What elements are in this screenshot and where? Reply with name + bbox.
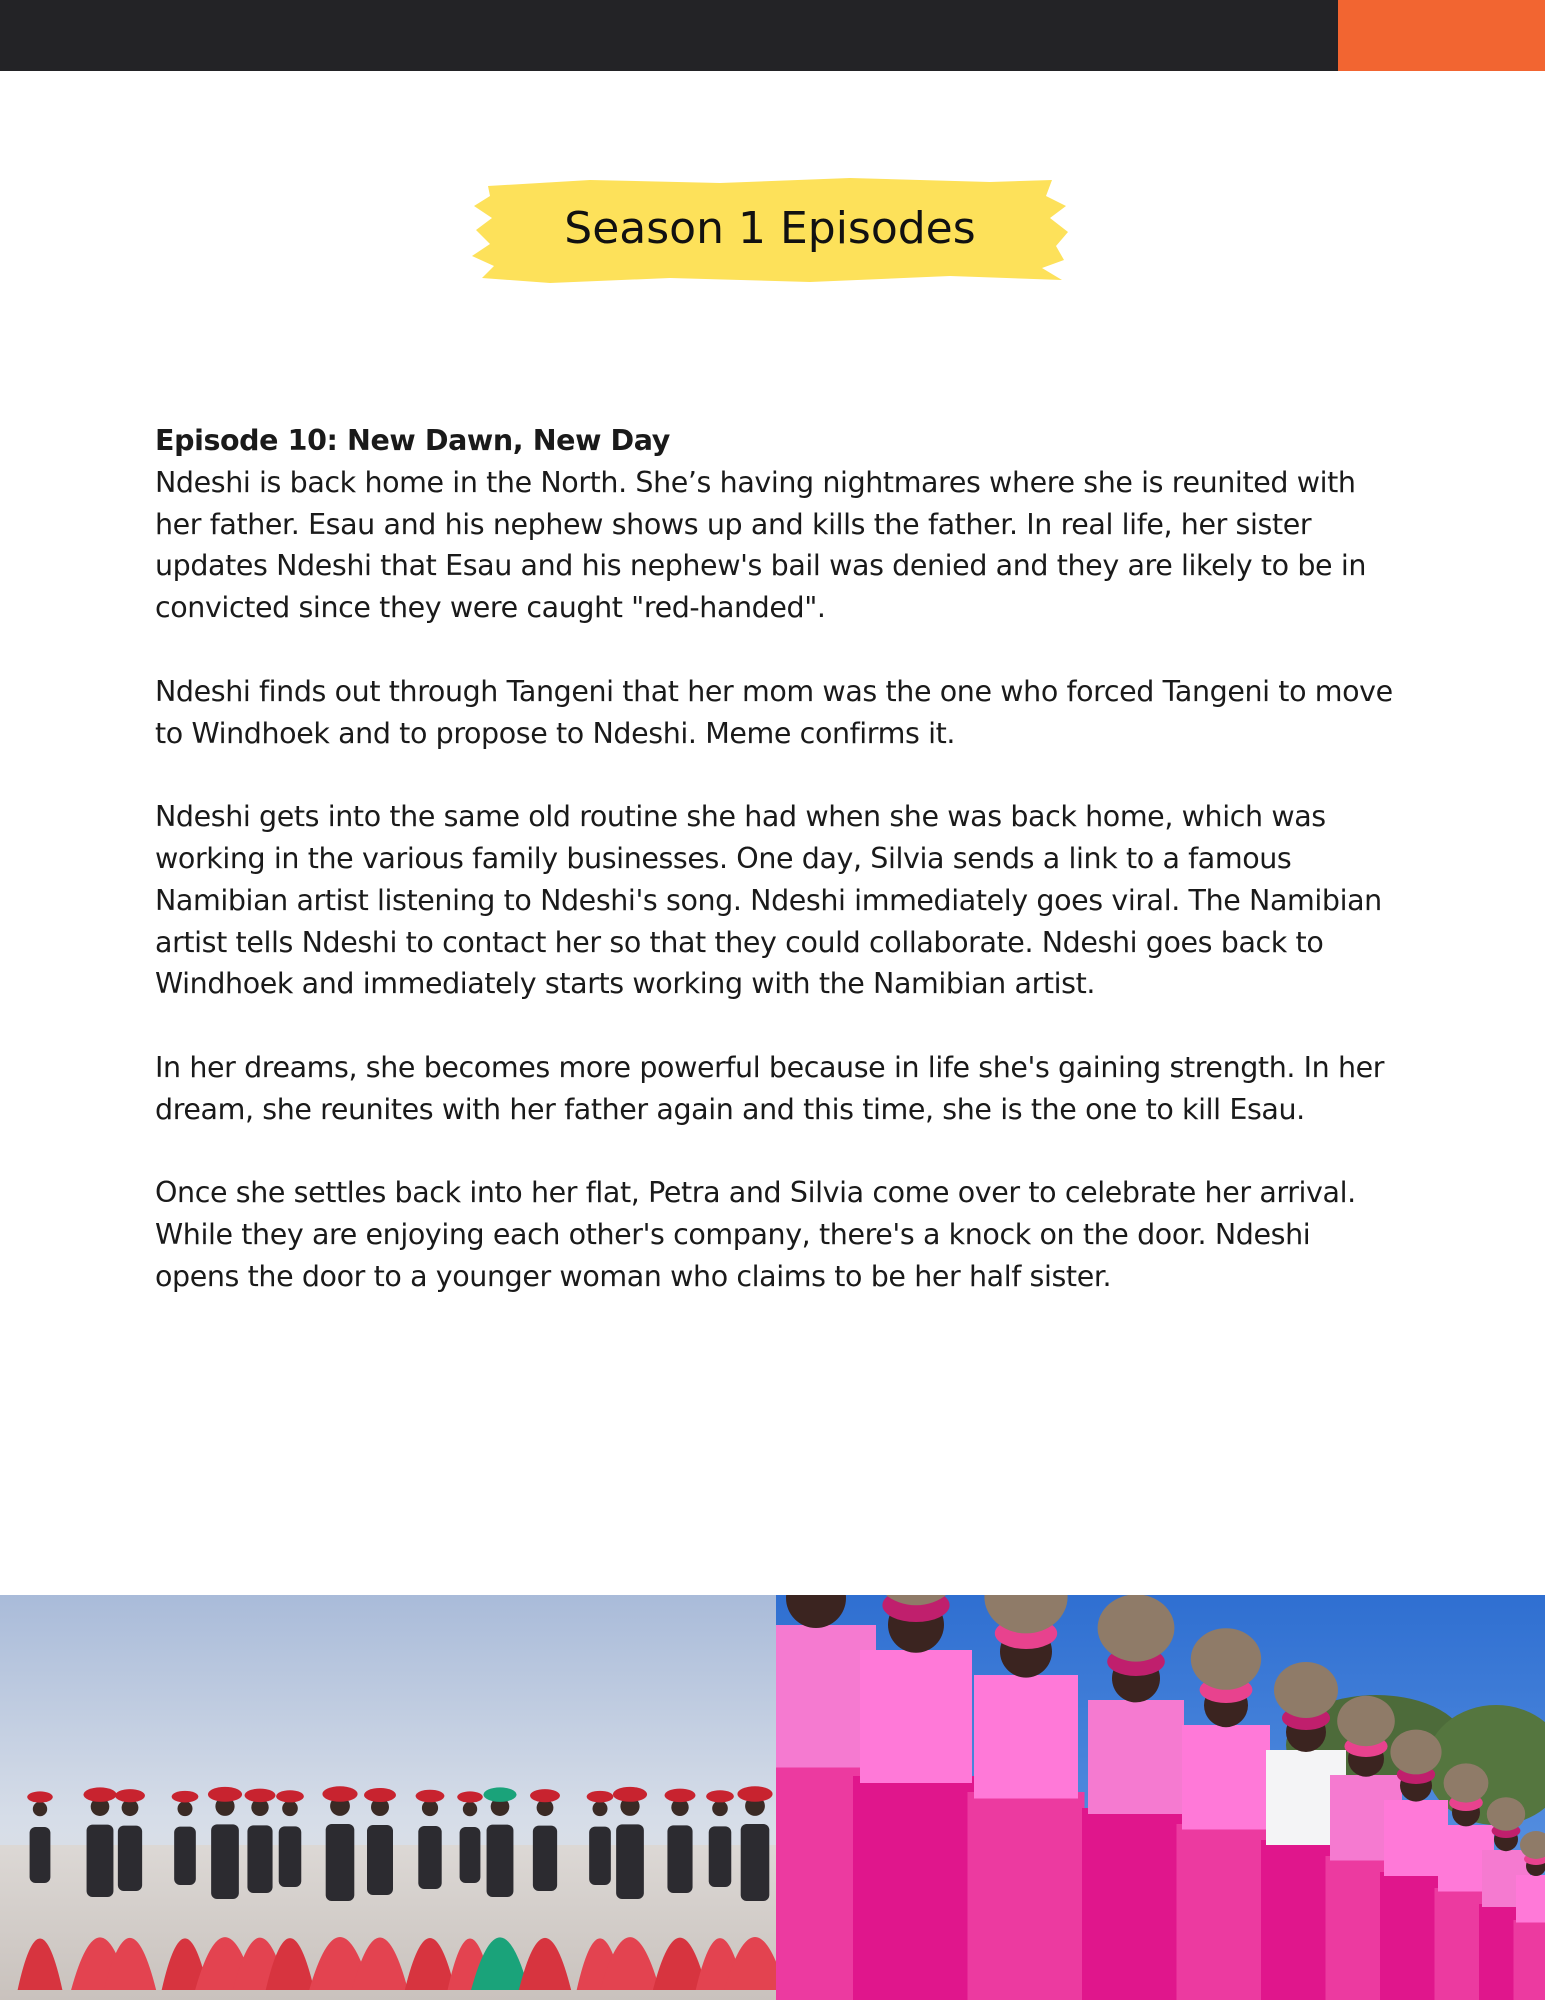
episode-paragraph: Ndeshi finds out through Tangeni that her mom was the one who forced Tangeni to move to Windhoek and to propose to Ndeshi. Meme confirms it.: [155, 674, 1393, 750]
top-header-bar: [0, 0, 1545, 71]
title-banner: [470, 172, 1070, 286]
top-header-accent: [1338, 0, 1545, 71]
page-title: Season 1 Episodes: [564, 203, 976, 254]
photo-red-dresses: [0, 1595, 776, 2000]
episode-section: [155, 420, 1395, 1340]
episode-paragraph: Ndeshi is back home in the North. She’s having nightmares where she is reunited with her father. Esau and his nephew shows up and kills the father. In real life, her sister updates Ndeshi that Esau and his nephew's bail was denied and they are likely to be in convicted since they were caught "red-handed".: [155, 465, 1367, 625]
photo-strip: [0, 1595, 1545, 2000]
episode-paragraph: In her dreams, she becomes more powerful because in life she's gaining strength. In her dream, she reunites with her father again and this time, she is the one to kill Esau.: [155, 1050, 1385, 1126]
episode-paragraph: Once she settles back into her flat, Petra and Silvia come over to celebrate her arrival. While they are enjoying each other's company, there's a knock on the door. Ndeshi opens the door to a younger woman who claims to be her half sister.: [155, 1176, 1356, 1293]
episode-heading: Episode 10: New Dawn, New Day: [155, 424, 670, 457]
photo-pink-dresses: [776, 1595, 1545, 2000]
episode-paragraph: Ndeshi gets into the same old routine she had when she was back home, which was working in the various family businesses. One day, Silvia sends a link to a famous Namibian artist listening to Ndeshi's song. Ndeshi immediately goes viral. The Namibian artist tells Ndeshi to contact her so that they could collaborate. Ndeshi goes back to Windhoek and immediately starts working with the Namibian artist.: [155, 800, 1382, 1001]
